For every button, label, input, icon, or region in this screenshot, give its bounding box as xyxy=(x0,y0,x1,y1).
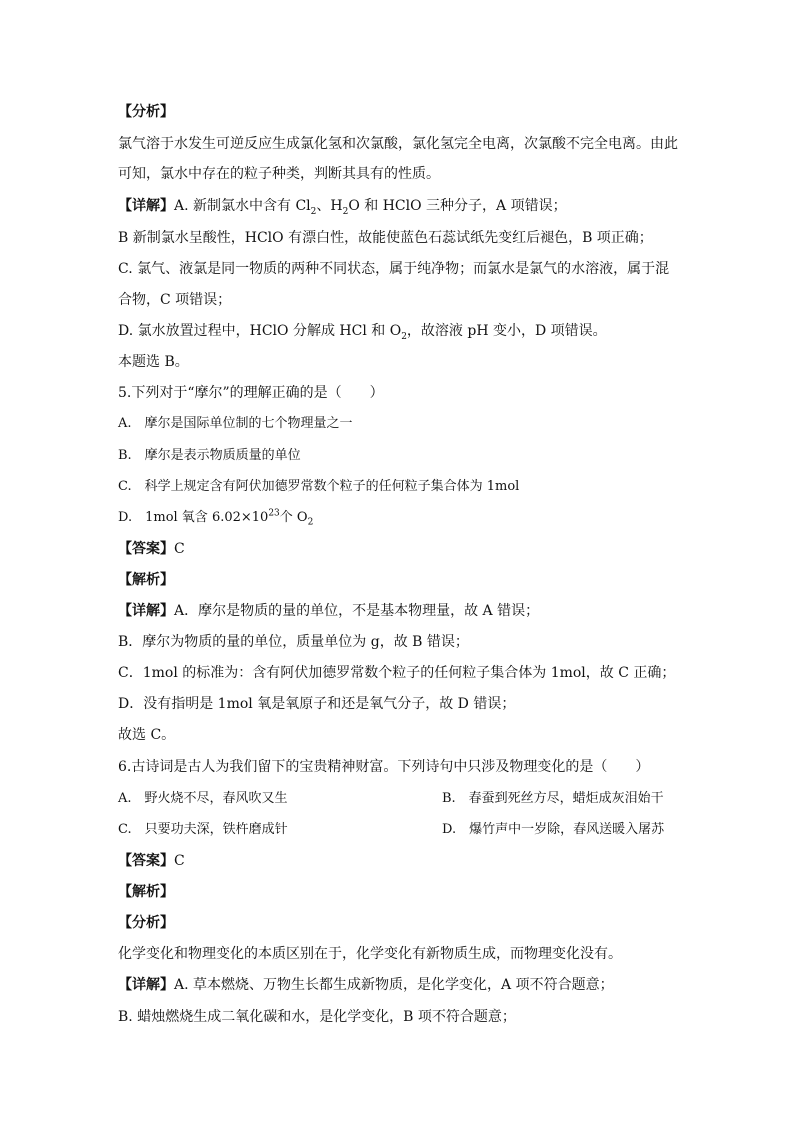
q4-a-text-mid1: 、H xyxy=(316,198,343,214)
q5-option-c: C. 科学上规定含有阿伏加德罗常数个粒子的任何粒子集合体为 1mol xyxy=(118,479,520,494)
q5-option-a: A. 摩尔是国际单位制的七个物理量之一 xyxy=(118,416,353,431)
q5-detail-c: C．1mol 的标准为：含有阿伏加德罗常数个粒子的任何粒子集合体为 1mol，故 C 正确； xyxy=(118,665,676,681)
detail-heading: 【详解】 xyxy=(118,977,174,993)
q5-conclusion: 故选 C。 xyxy=(118,727,176,743)
q4-detail-b: B 新制氯水呈酸性，HClO 有漂白性，故能使蓝色石蕊试纸先变红后褪色，B 项正确； xyxy=(118,230,653,246)
q4-a-sub1: 2 xyxy=(310,206,317,217)
q6-option-b: B. 春蚕到死丝方尽，蜡炬成灰泪始干 xyxy=(442,791,664,806)
q5-d-exponent: 23 xyxy=(268,508,280,519)
q6-detail-a xyxy=(118,975,678,995)
q6-analysis-heading: 【分析】 xyxy=(118,915,174,931)
answer-heading: 【答案】 xyxy=(118,853,174,869)
q6-analysis-text: 化学变化和物理变化的本质区别在于，化学变化有新物质生成，而物理变化没有。 xyxy=(118,946,622,962)
q4-detail-d xyxy=(118,321,678,341)
q4-a-text-mid2: O 和 HClO 三种分子，A 项错误； xyxy=(348,198,567,214)
q4-d-sub: 2 xyxy=(401,331,407,342)
q4-conclusion: 本题选 B。 xyxy=(118,354,189,370)
q4-a-sub2: 2 xyxy=(342,206,349,217)
q4-detail-c-line2: 合物，C 项错误； xyxy=(118,292,232,308)
q6-stem: 6.古诗词是古人为我们留下的宝贵精神财富。下列诗句中只涉及物理变化的是（ ） xyxy=(118,759,650,775)
q5-d-text-pre: D. 1mol 氧含 6.02×10 xyxy=(118,510,269,525)
q5-detail-a-text: A．摩尔是物质的量的单位，不是基本物理量，故 A 错误； xyxy=(174,603,540,619)
q5-option-b: B. 摩尔是表示物质质量的单位 xyxy=(118,448,301,463)
q4-detail-c-line1: C. 氯气、液氯是同一物质的两种不同状态，属于纯净物；而氯水是氯气的水溶液，属于混 xyxy=(118,261,670,277)
q6-detail-a-text: A. 草本燃烧、万物生长都生成新物质，是化学变化，A 项不符合题意； xyxy=(174,977,614,993)
q5-detail-a xyxy=(118,601,678,621)
q6-answer xyxy=(118,851,678,871)
q6-option-d: D. 爆竹声中一岁除，春风送暖入屠苏 xyxy=(442,822,665,837)
q5-detail-b: B．摩尔为物质的量的单位，质量单位为 g，故 B 错误； xyxy=(118,634,469,650)
q4-d-text-pre: D. 氯水放置过程中，HClO 分解成 HCl 和 O xyxy=(118,323,402,339)
q4-detail-a xyxy=(118,196,678,216)
analysis-heading: 【分析】 xyxy=(118,104,174,120)
q6-option-a: A. 野火烧不尽，春风吹又生 xyxy=(118,791,288,806)
q5-d-text-mid: 个 O xyxy=(279,510,308,525)
q5-option-d xyxy=(118,508,678,528)
q5-detail-d: D．没有指明是 1mol 氧是氧原子和还是氧气分子，故 D 错误； xyxy=(118,696,516,712)
q6-explanation-heading: 【解析】 xyxy=(118,884,174,900)
q4-d-text-post: ，故溶液 pH 变小，D 项错误。 xyxy=(406,323,607,339)
analysis-text-line1: 氯气溶于水发生可逆反应生成氯化氢和次氯酸，氯化氢完全电离，次氯酸不完全电离。由此 xyxy=(118,136,678,152)
q6-option-c: C. 只要功夫深，铁杵磨成针 xyxy=(118,822,288,837)
q6-detail-b: B. 蜡烛燃烧生成二氧化碳和水，是化学变化，B 项不符合题意； xyxy=(118,1009,516,1025)
q5-stem: 5.下列对于“摩尔”的理解正确的是（ ） xyxy=(118,385,384,401)
answer-heading: 【答案】 xyxy=(118,541,174,557)
analysis-text-line2: 可知，氯水中存在的粒子种类，判断其具有的性质。 xyxy=(118,166,440,182)
q6-answer-value: C xyxy=(174,853,185,869)
q4-a-text-pre: A. 新制氯水中含有 Cl xyxy=(174,198,311,214)
q5-answer xyxy=(118,539,678,559)
q5-answer-value: C xyxy=(174,541,185,557)
detail-heading: 【详解】 xyxy=(118,603,174,619)
q5-d-sub: 2 xyxy=(307,517,314,528)
detail-heading: 【详解】 xyxy=(118,198,174,214)
q5-explanation-heading: 【解析】 xyxy=(118,572,174,588)
